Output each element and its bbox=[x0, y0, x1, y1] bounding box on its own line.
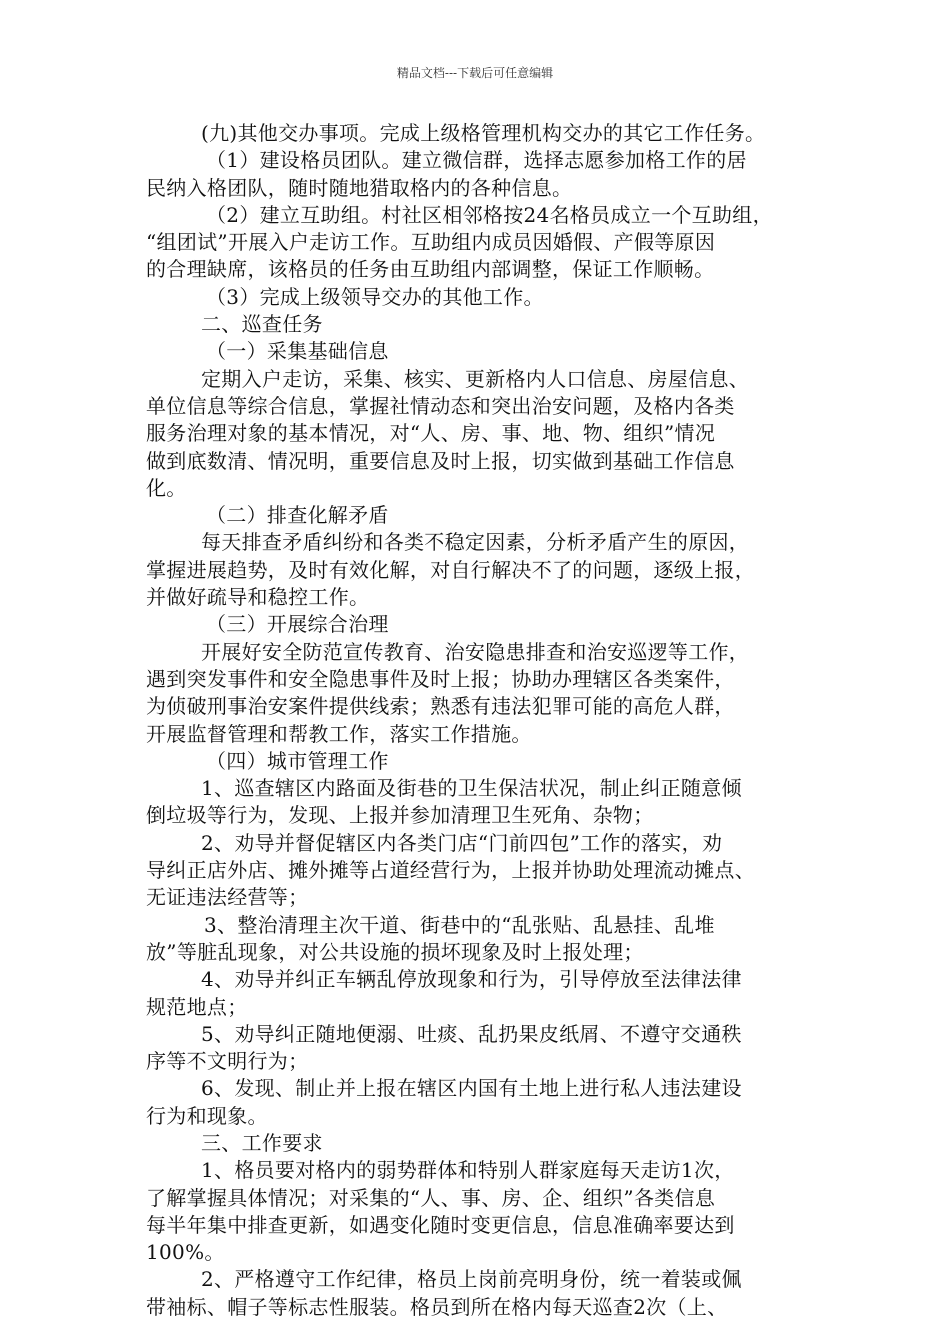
text-line: 6、发现、制止并上报在辖区内国有土地上进行私人违法建设 bbox=[201, 1076, 742, 1101]
document-body bbox=[146, 120, 818, 1321]
text-line: 4、劝导并纠正车辆乱停放现象和行为，引导停放至法律法律 bbox=[201, 967, 742, 992]
text-line: 了解掌握具体情况；对采集的“人、事、房、企、组织”各类信息 bbox=[146, 1185, 716, 1210]
text-line: 导纠正店外店、摊外摊等占道经营行为，上报并协助处理流动摊点、 bbox=[146, 858, 755, 883]
text-line: （一）采集基础信息 bbox=[206, 339, 389, 364]
text-line: 倒垃圾等行为，发现、上报并参加清理卫生死角、杂物； bbox=[146, 803, 654, 828]
text-line: 民纳入格团队，随时随地猎取格内的各种信息。 bbox=[146, 175, 573, 200]
text-line: 定期入户走访，采集、核实、更新格内人口信息、房屋信息、 bbox=[201, 366, 750, 391]
text-line: 开展监督管理和帮教工作，落实工作措施。 bbox=[146, 721, 532, 746]
page-header: 精品文档---下载后可任意编辑 bbox=[396, 66, 554, 80]
text-line: 单位信息等综合信息，掌握社情动态和突出治安问题，及格内各类 bbox=[146, 393, 735, 418]
text-line: 并做好疏导和稳控工作。 bbox=[146, 585, 370, 610]
text-line: 三、工作要求 bbox=[201, 1130, 323, 1155]
text-line: 放”等脏乱现象，对公共设施的损坏现象及时上报处理； bbox=[146, 939, 644, 964]
text-line: （二）排查化解矛盾 bbox=[206, 503, 389, 528]
text-line: 2、劝导并督促辖区内各类门店“门前四包”工作的落实，劝 bbox=[201, 830, 723, 855]
text-line: 1、格员要对格内的弱势群体和特别人群家庭每天走访1次， bbox=[201, 1158, 735, 1183]
text-line: 3、整治清理主次干道、街巷中的“乱张贴、乱悬挂、乱堆 bbox=[204, 912, 715, 937]
text-line: （3）完成上级领导交办的其他工作。 bbox=[206, 284, 544, 309]
text-line: 化。 bbox=[146, 475, 187, 500]
text-line: 2、严格遵守工作纪律，格员上岗前亮明身份，统一着装或佩 bbox=[201, 1267, 742, 1292]
text-line: 掌握进展趋势，及时有效化解，对自行解决不了的问题，逐级上报， bbox=[146, 557, 755, 582]
text-line: 100%。 bbox=[146, 1240, 225, 1265]
text-line: 二、巡查任务 bbox=[201, 312, 323, 337]
text-line: 5、劝导纠正随地便溺、吐痰、乱扔果皮纸屑、不遵守交通秩 bbox=[201, 1021, 742, 1046]
text-line: 1、巡查辖区内路面及街巷的卫生保洁状况，制止纠正随意倾 bbox=[201, 776, 742, 801]
text-line: 的合理缺席，该格员的任务由互助组内部调整，保证工作顺畅。 bbox=[146, 257, 715, 282]
text-line: 为侦破刑事治安案件提供线索；熟悉有违法犯罪可能的高危人群， bbox=[146, 694, 735, 719]
text-line: 每天排查矛盾纠纷和各类不稳定因素，分析矛盾产生的原因， bbox=[201, 530, 750, 555]
text-line: （1）建设格员团队。建立微信群，选择志愿参加格工作的居 bbox=[206, 148, 747, 173]
text-line: 序等不文明行为； bbox=[146, 1049, 309, 1074]
text-line: （三）开展综合治理 bbox=[206, 612, 389, 637]
text-line: 每半年集中排查更新，如遇变化随时变更信息，信息准确率要达到 bbox=[146, 1212, 735, 1237]
text-line: (九)其他交办事项。完成上级格管理机构交办的其它工作任务。 bbox=[201, 121, 766, 145]
text-line: 服务治理对象的基本情况，对“人、房、事、地、物、组织”情况 bbox=[146, 421, 716, 446]
text-line: “组团试”开展入户走访工作。互助组内成员因婚假、产假等原因 bbox=[146, 230, 716, 255]
text-line: 行为和现象。 bbox=[146, 1103, 268, 1128]
text-line: （四）城市管理工作 bbox=[206, 748, 389, 773]
text-line: 遇到突发事件和安全隐患事件及时上报；协助办理辖区各类案件， bbox=[146, 666, 735, 691]
text-line: （2）建立互助组。村社区相邻格按24名格员成立一个互助组， bbox=[206, 202, 773, 227]
text-line: 带袖标、帽子等标志性服装。格员到所在格内每天巡查2次（上、 bbox=[146, 1294, 728, 1319]
text-line: 开展好安全防范宣传教育、治安隐患排查和治安巡逻等工作， bbox=[201, 639, 750, 664]
text-line: 做到底数清、情况明，重要信息及时上报，切实做到基础工作信息 bbox=[146, 448, 735, 473]
text-line: 无证违法经营等； bbox=[146, 885, 309, 910]
text-line: 规范地点； bbox=[146, 994, 248, 1019]
